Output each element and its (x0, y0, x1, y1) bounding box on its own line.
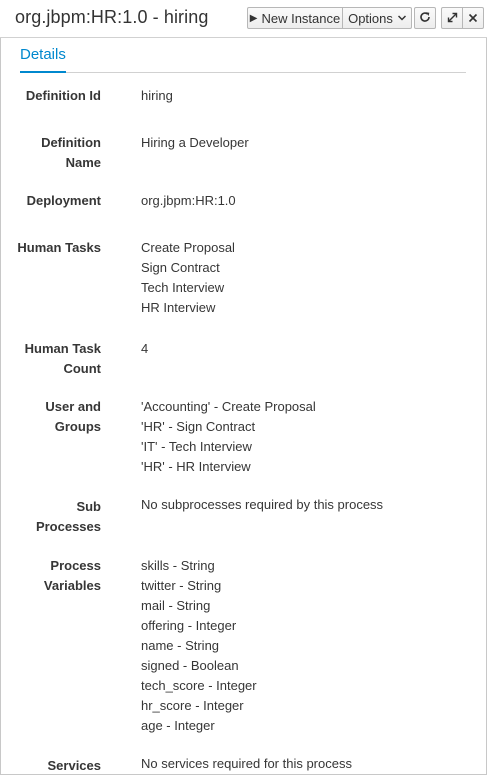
page-title: org.jbpm:HR:1.0 - hiring (15, 7, 209, 27)
maximize-button[interactable] (441, 7, 463, 29)
list-item: mail - String (141, 598, 211, 613)
list-item: skills - String (141, 558, 215, 573)
deployment-label: Deployment (26, 193, 101, 208)
human-tasks-list (141, 238, 235, 318)
options-label: Options (348, 10, 393, 26)
list-item: Sign Contract (141, 260, 220, 275)
list-item: 'HR' - HR Interview (141, 459, 251, 474)
human-task-count-label (25, 339, 101, 379)
list-item: age - Integer (141, 718, 215, 733)
list-item: 'IT' - Tech Interview (141, 439, 252, 454)
close-icon (468, 11, 478, 26)
list-item: twitter - String (141, 578, 222, 593)
panel-header (0, 0, 487, 38)
definition-name-value: Hiring a Developer (141, 135, 249, 150)
chevron-down-icon (398, 14, 406, 23)
services-label: Services (47, 758, 101, 773)
definition-id-label: Definition Id (25, 88, 101, 103)
deployment-value: org.jbpm:HR:1.0 (141, 193, 236, 208)
human-tasks-label: Human Tasks (17, 240, 101, 255)
sub-processes-label (36, 497, 101, 537)
list-item: Tech Interview (141, 280, 225, 295)
user-and-groups-label-line1: User and (45, 399, 101, 414)
sub-processes-label-line2: Processes (35, 519, 101, 534)
definition-name-label (41, 133, 101, 173)
tab-details[interactable]: Details (20, 46, 66, 73)
user-and-groups-label-line2: Groups (54, 419, 101, 434)
new-instance-button[interactable] (247, 7, 343, 29)
definition-name-label-line1: Definition (41, 135, 101, 150)
list-item: offering - Integer (141, 618, 237, 633)
sub-processes-label-line1: Sub (76, 499, 101, 514)
list-item: 'Accounting' - Create Proposal (141, 399, 316, 414)
process-variables-list (141, 556, 257, 736)
play-icon: ▶ (249, 12, 258, 24)
process-variables-label-line1: Process (50, 558, 101, 573)
definition-id-value: hiring (141, 88, 173, 103)
process-variables-label (44, 556, 101, 596)
list-item: Create Proposal (141, 240, 235, 255)
list-item: tech_score - Integer (141, 678, 257, 693)
list-item: hr_score - Integer (141, 698, 244, 713)
sub-processes-value: No subprocesses required by this process (141, 497, 384, 512)
options-dropdown-button[interactable] (342, 7, 412, 29)
definition-name-label-line2: Name (65, 155, 101, 170)
human-task-count-label-line2: Count (63, 361, 101, 376)
expand-icon (447, 11, 458, 26)
close-button[interactable] (462, 7, 484, 29)
human-task-count-value: 4 (141, 341, 149, 356)
user-and-groups-list (141, 397, 316, 477)
tab-bar (20, 38, 466, 73)
list-item: 'HR' - Sign Contract (141, 419, 256, 434)
human-task-count-label-line1: Human Task (24, 341, 101, 356)
user-and-groups-label (45, 397, 101, 437)
services-value: No services required for this process (141, 756, 352, 771)
list-item: HR Interview (141, 300, 216, 315)
refresh-button[interactable] (414, 7, 436, 29)
list-item: signed - Boolean (141, 658, 239, 673)
refresh-icon (419, 11, 431, 26)
process-variables-label-line2: Variables (43, 578, 101, 593)
list-item: name - String (141, 638, 220, 653)
new-instance-label: New Instance (261, 10, 341, 26)
